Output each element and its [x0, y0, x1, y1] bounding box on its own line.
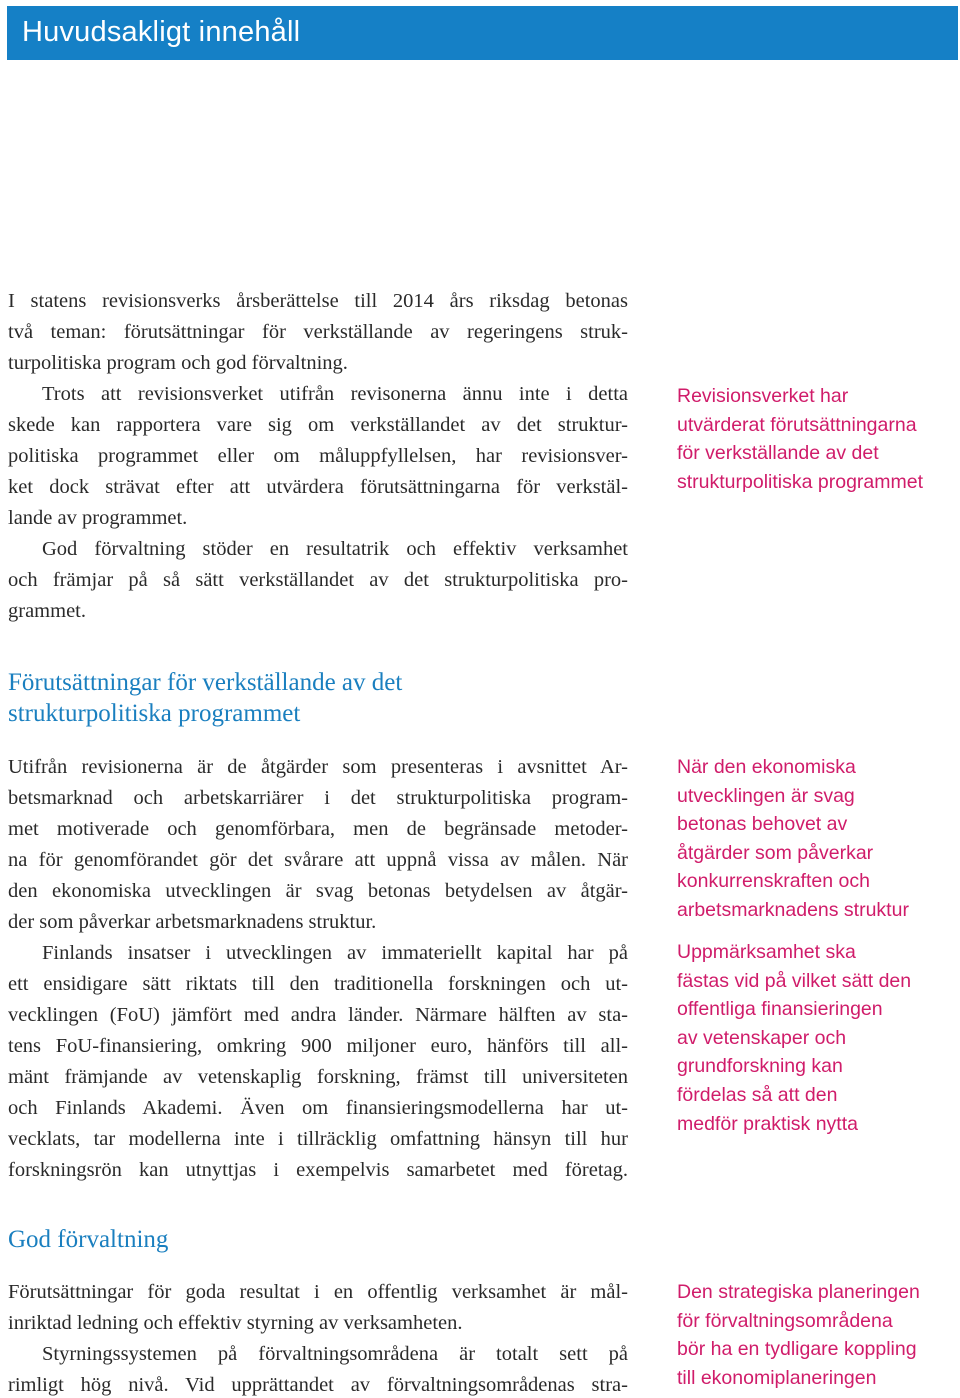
text-line: politiska programmet eller om måluppfyllelsen, har revisionsver-: [8, 445, 628, 467]
text-line: ett ensidigare sätt riktats till den traditionella forskningen och ut-: [8, 973, 628, 995]
section-heading: [8, 1224, 628, 1255]
heading-line: Förutsättningar för verkställande av det: [8, 669, 403, 696]
heading-line: God förvaltning: [8, 1226, 169, 1253]
text-line: Utifrån revisionerna är de åtgärder som presenteras i avsnittet Ar-: [8, 756, 628, 778]
text-line: forskningsrön kan utnyttjas i exempelvis samarbetet med företag.: [8, 1159, 628, 1181]
note-line: betonas behovet av: [677, 813, 848, 836]
text-line: Trots att revisionsverket utifrån revisonerna ännu inte i detta: [42, 383, 628, 405]
note-line: utvärderat förutsättningarna: [677, 413, 917, 436]
text-line: na för genomförandet gör det svårare att uppnå vissa av målen. När: [8, 849, 628, 871]
note-line: Den strategiska planeringen: [677, 1281, 920, 1303]
text-line: två teman: förutsättningar för verkställande av regeringens struk-: [8, 321, 628, 343]
note-line: åtgärder som påverkar: [677, 841, 874, 864]
section-body: [8, 752, 628, 1186]
text-line: der som påverkar arbetsmarknadens struktur.: [8, 911, 377, 933]
note-line: utvecklingen är svag: [677, 784, 855, 807]
note-line: Uppmärksamhet ska: [677, 941, 856, 963]
section-body: [8, 1277, 628, 1398]
note-line: för verkställande av det: [677, 442, 879, 465]
note-line: strukturpolitiska programmet: [677, 470, 923, 493]
text-line: och främjar på så sätt verkställandet av det strukturpolitiska pro-: [8, 569, 628, 591]
margin-note: [677, 938, 957, 1138]
text-line: Styrningssystemen på förvaltningsområdena är totalt sett på: [42, 1343, 628, 1365]
text-line: skede kan rapportera vare sig om verkställandet av det struktur-: [8, 414, 628, 436]
note-line: När den ekonomiska: [677, 756, 856, 778]
text-line: vecklingen (FoU) jämfört med andra länder. Närmare hälften av sta-: [8, 1004, 628, 1026]
note-line: Revisionsverket har: [677, 385, 849, 407]
text-line: den ekonomiska utvecklingen är svag betonas betydelsen av åtgär-: [8, 880, 628, 902]
margin-note: [677, 1278, 957, 1392]
text-line: betsmarknad och arbetskarriärer i det strukturpolitiska program-: [8, 787, 628, 809]
text-line: rimligt hög nivå. Vid upprättandet av förvaltningsområdenas stra-: [8, 1374, 628, 1396]
note-line: av vetenskaper och: [677, 1026, 847, 1049]
text-line: inriktad ledning och effektiv styrning av verksamheten.: [8, 1312, 463, 1334]
note-line: konkurrenskraften och: [677, 870, 870, 893]
text-line: ket dock strävat efter att utvärdera förutsättningarna för verkstäl-: [8, 476, 628, 498]
text-line: met motiverade och genomförbara, men de begränsade metoder-: [8, 818, 628, 840]
text-line: lande av programmet.: [8, 507, 188, 529]
text-line: vecklats, tar modellerna inte i tillräcklig omfattning hänsyn till hur: [8, 1128, 628, 1150]
note-line: offentliga finansieringen: [677, 998, 883, 1021]
heading-line: strukturpolitiska programmet: [8, 700, 301, 727]
note-line: fästas vid på vilket sätt den: [677, 969, 912, 992]
margin-note: [677, 382, 957, 496]
note-line: grundforskning kan: [677, 1055, 843, 1078]
note-line: medför praktisk nytta: [677, 1112, 858, 1135]
header-banner: [7, 6, 958, 60]
section-heading: [8, 667, 628, 729]
note-line: bör ha en tydligare koppling: [677, 1338, 917, 1361]
text-line: turpolitiska program och god förvaltning.: [8, 352, 348, 374]
note-line: arbetsmarknadens struktur: [677, 898, 909, 921]
text-line: och Finlands Akademi. Även om finansieringsmodellerna har ut-: [8, 1097, 628, 1119]
intro-text: [8, 286, 628, 627]
text-line: tens FoU-finansiering, omkring 900 miljoner euro, hänförs till all-: [8, 1035, 628, 1057]
note-line: till ekonomiplaneringen: [677, 1366, 877, 1389]
note-line: för förvaltningsområdena: [677, 1309, 893, 1332]
text-line: I statens revisionsverks årsberättelse till 2014 års riksdag betonas: [8, 290, 628, 312]
text-line: grammet.: [8, 600, 86, 622]
text-line: Förutsättningar för goda resultat i en offentlig verksamhet är mål-: [8, 1281, 628, 1303]
page-title: Huvudsakligt innehåll: [22, 16, 301, 48]
text-line: mänt främjande av vetenskaplig forskning, främst till universiteten: [8, 1066, 628, 1088]
note-line: fördelas så att den: [677, 1083, 838, 1106]
text-line: Finlands insatser i utvecklingen av immateriellt kapital har på: [42, 942, 628, 964]
margin-note: [677, 753, 957, 925]
text-line: God förvaltning stöder en resultatrik och effektiv verksamhet: [42, 538, 628, 560]
